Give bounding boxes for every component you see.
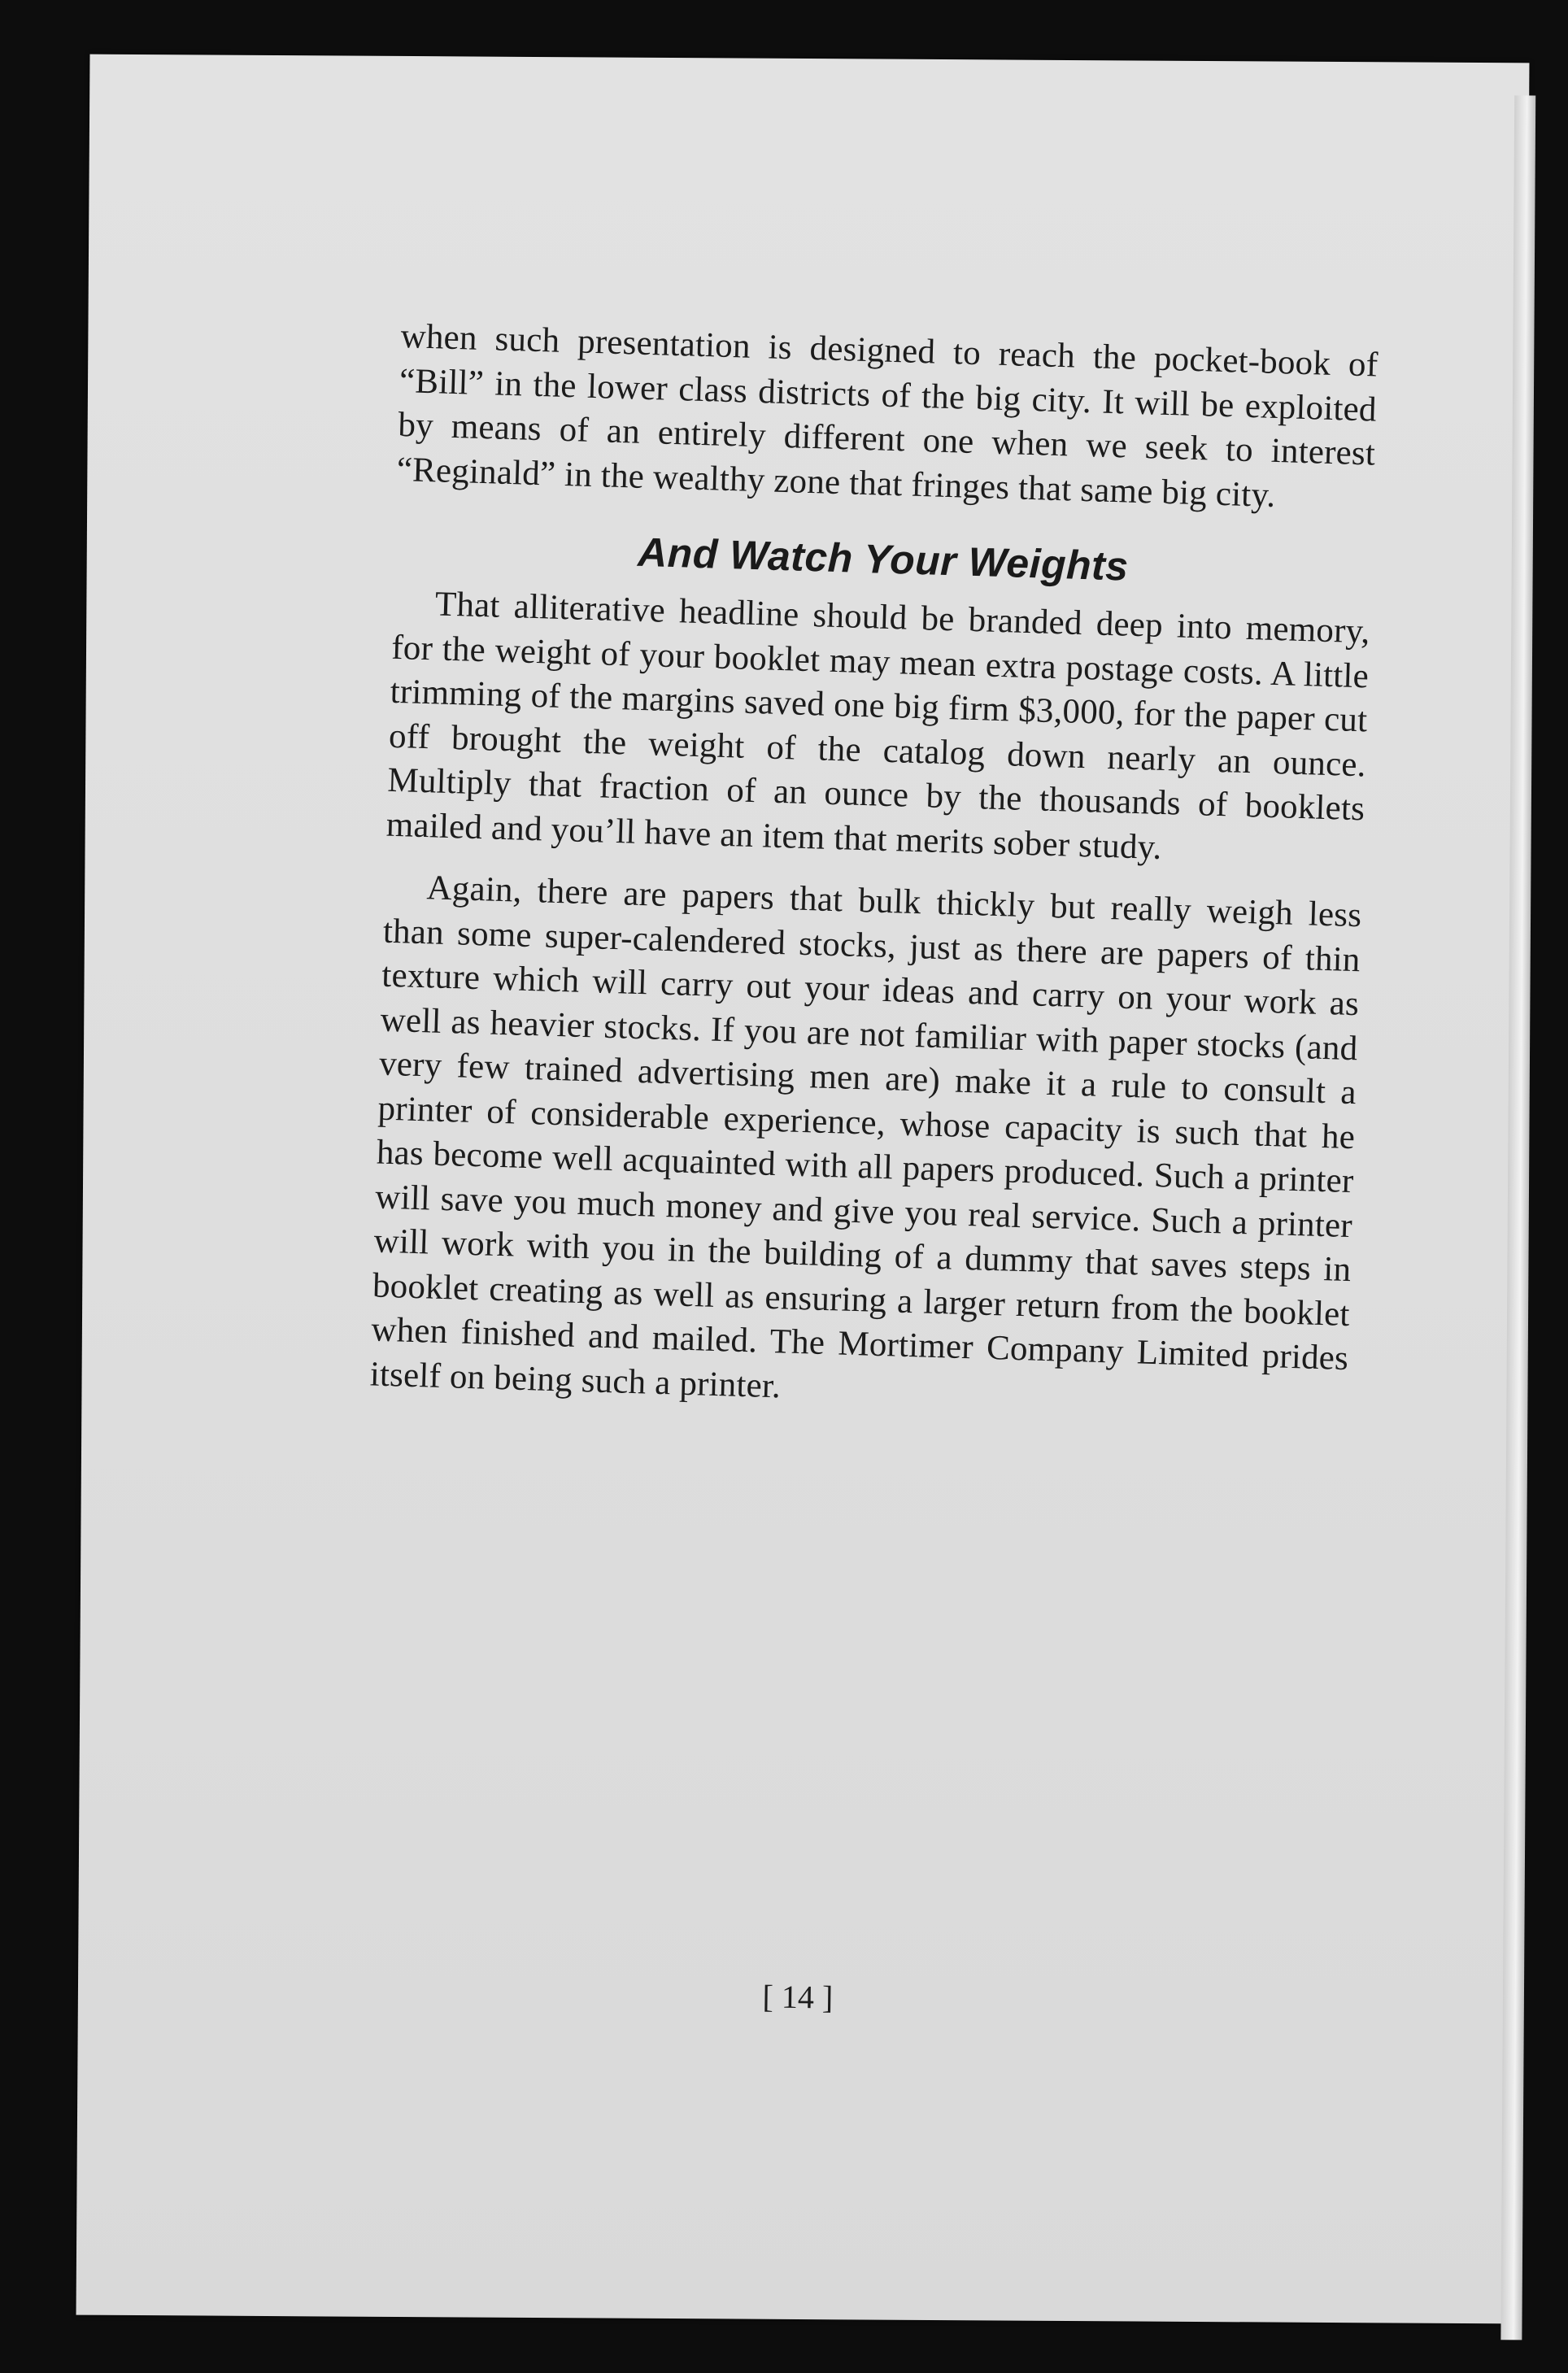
paragraph-2: That alliterative headline should be branded deep into memory, for the weight of your booklet may mean extra postage costs. A little trimming of the margins saved one big firm $3,000, for the paper cut off brought the weight of the catalog down nearly an ounce. Multiply that fraction of an ounce by the thousands of booklets mailed and you’ll have an item that merits sober study. bbox=[385, 585, 1371, 867]
book-page bbox=[76, 54, 1530, 2324]
page-body bbox=[369, 315, 1379, 1426]
section-heading: And Watch Your Weights bbox=[637, 529, 1130, 590]
page-number: [ 14 ] bbox=[762, 1978, 834, 2016]
paragraph-1: when such presentation is designed to reach the pocket-book of “Bill” in the lower class districts of the big city. It will be exploited by means of an entirely different one when we seek to interest “Reginald” in the wealthy zone that fringes that same big city. bbox=[396, 316, 1379, 515]
paragraph-3: Again, there are papers that bulk thickly but really weigh less than some super-calendered stocks, just as there are papers of thin texture which will carry out your ideas and carry on your work as well as heavier stocks. If you are not familiar with paper stocks (and very few trained advertising men are) make it a rule to consult a printer of considerable experience, whose capacity is such that he has become well acquainted with all papers produced. Such a printer will save you much money and give you real service. Such a printer will work with you in the building of a dummy that saves steps in booklet creating as well as ensuring a larger return from the booklet when finished and mailed. The Mortimer Company Limited prides itself on being such a printer. bbox=[369, 869, 1362, 1405]
